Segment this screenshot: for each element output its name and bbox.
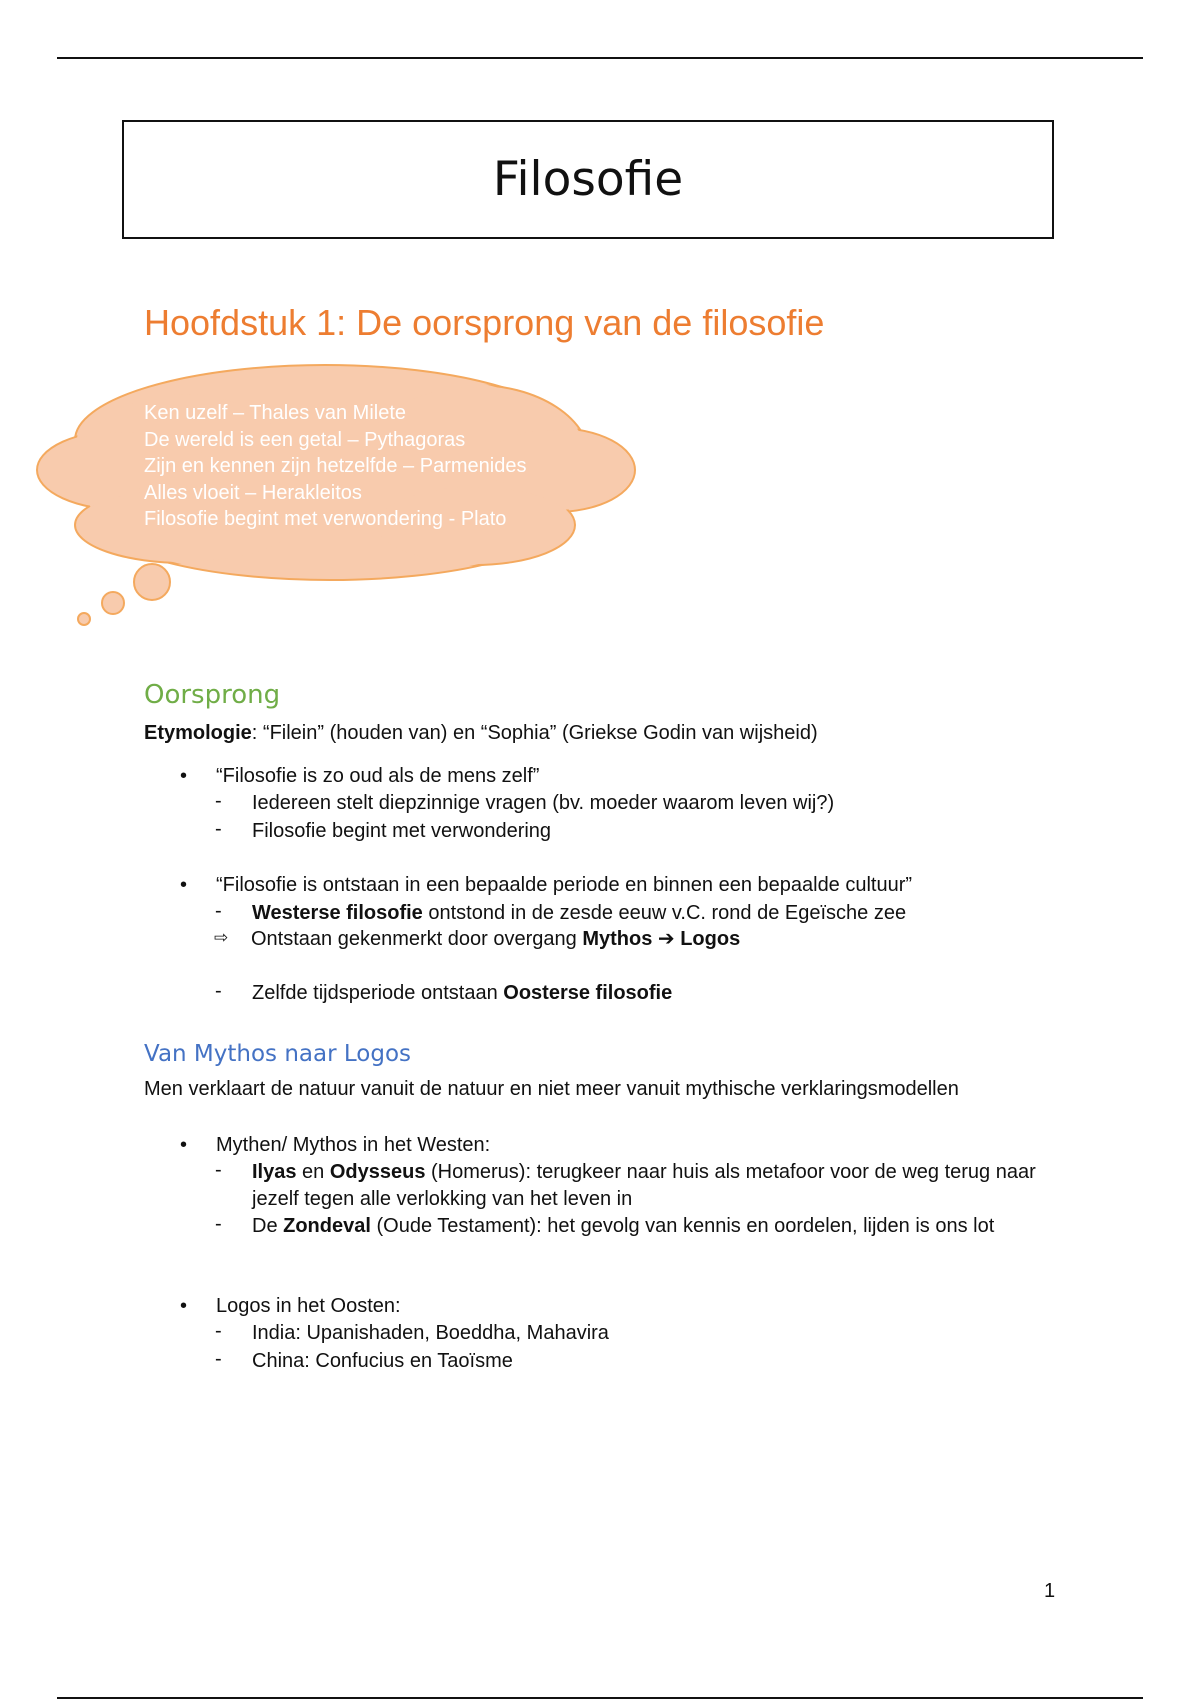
chapter-heading: Hoofdstuk 1: De oorsprong van de filosofie [144, 302, 825, 343]
dash-marker: - [215, 790, 222, 812]
oosterse-filosofie-text: Zelfde tijdsperiode ontstaan [252, 982, 504, 1004]
bullet-dot: • [180, 874, 188, 896]
quote-parmenides: Zijn en kennen zijn hetzelfde – Parmenides [144, 455, 527, 477]
dash-marker: - [215, 1213, 222, 1235]
sub-diepzinnige-vragen: Iedereen stelt diepzinnige vragen (bv. moeder waarom leven wij?) [252, 792, 835, 814]
bullet-dot: • [180, 765, 188, 787]
logos-term: Logos [680, 928, 741, 950]
title-box [122, 120, 1054, 239]
etymology-label: Etymologie [144, 722, 252, 744]
sub-verwondering: Filosofie begint met verwondering [252, 820, 552, 842]
top-rule [57, 57, 1143, 59]
zondeval-pre: De [252, 1215, 284, 1237]
etymology-text: : “Filein” (houden van) en “Sophia” (Griekse Godin van wijsheid) [251, 722, 818, 744]
ilyas-en-text: en [296, 1161, 330, 1183]
bullet-ontstaan-periode: “Filosofie is ontstaan in een bepaalde periode en binnen een bepaalde cultuur” [216, 874, 913, 896]
dash-marker: - [215, 1320, 222, 1342]
etymology-line [144, 722, 818, 745]
dash-marker: - [215, 1348, 222, 1370]
sub-india: India: Upanishaden, Boeddha, Mahavira [252, 1322, 609, 1344]
quote-plato: Filosofie begint met verwondering - Plato [144, 508, 507, 530]
oosterse-filosofie-term: Oosterse filosofie [503, 982, 673, 1004]
sub-zondeval [252, 1213, 1052, 1240]
quote-thales: Ken uzelf – Thales van Milete [144, 402, 407, 424]
cloud-bubble-large [134, 564, 170, 600]
cloud-bubble-medium [102, 592, 124, 614]
bullet-oud-als-mens: “Filosofie is zo oud als de mens zelf” [216, 765, 540, 787]
page-number: 1 [1044, 1580, 1056, 1602]
sub-mythos-logos [251, 926, 1051, 953]
bottom-rule [57, 1697, 1143, 1699]
bullet-dot: • [180, 1295, 188, 1317]
document-title: Filosofie [492, 152, 684, 207]
odysseus-text: (Homerus): terugkeer naar huis als metafoor voor de weg terug naar jezelf tegen alle verlokking van het leven in [252, 1161, 1036, 1210]
dash-marker: - [215, 980, 222, 1002]
bullet-logos-oosten: Logos in het Oosten: [216, 1295, 401, 1317]
cloud-bubble-small [78, 613, 90, 625]
ilyas-term: Ilyas [252, 1161, 297, 1183]
bold-arrow-icon: ➔ [657, 928, 675, 950]
sub-westerse-filosofie [252, 900, 1052, 927]
section-heading-mythos-logos: Van Mythos naar Logos [144, 1041, 412, 1067]
dash-marker: - [215, 900, 222, 922]
odysseus-term: Odysseus [329, 1161, 426, 1183]
bullet-mythen-westen: Mythen/ Mythos in het Westen: [216, 1134, 491, 1156]
mythos-term: Mythos [582, 928, 653, 950]
zondeval-text: (Oude Testament): het gevolg van kennis en oordelen, lijden is ons lot [370, 1215, 995, 1237]
section-heading-oorsprong: Oorsprong [144, 680, 281, 710]
dash-marker: - [215, 818, 222, 840]
hollow-arrow-icon: ⇨ [214, 928, 229, 947]
zondeval-term: Zondeval [283, 1215, 371, 1237]
sub-ilyas-odysseus [252, 1159, 1052, 1213]
sub-china: China: Confucius en Taoïsme [252, 1350, 513, 1372]
sub-oosterse-filosofie [252, 980, 1052, 1007]
quote-pythagoras: De wereld is een getal – Pythagoras [144, 428, 466, 451]
section2-intro: Men verklaart de natuur vanuit de natuur en niet meer vanuit mythische verklaringsmodellen [144, 1078, 959, 1100]
dash-marker: - [215, 1159, 222, 1181]
westerse-filosofie-text: ontstond in de zesde eeuw v.C. rond de Egeïsche zee [422, 902, 907, 924]
quote-herakleitos: Alles vloeit – Herakleitos [144, 481, 362, 504]
cloud-quotes [144, 400, 526, 533]
bullet-dot: • [180, 1134, 188, 1156]
westerse-filosofie-term: Westerse filosofie [252, 902, 423, 924]
mythos-logos-text: Ontstaan gekenmerkt door overgang [251, 928, 583, 950]
